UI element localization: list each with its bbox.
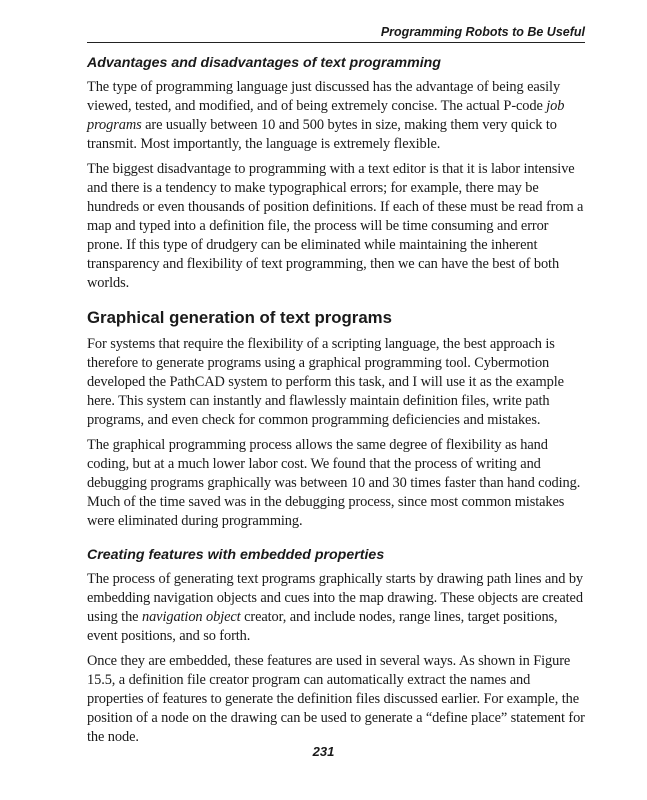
job-programs-term: job programs [87, 98, 565, 133]
advantages-paragraph-2: The biggest disadvantage to programming with a text editor is that it is labor intensive and there is a tendency to make typographical errors; for example, there may be hundreds or even thousands of position definitions. If each of these must be read from a map and typed into a definition file, the process will be time consuming and error prone. If this type of drudgery can be eliminated while maintaining the inherent transparency and flexibility of text programming, then we can have the best of both worlds. [87, 161, 584, 291]
advantages-paragraph-1 [87, 78, 585, 154]
features-paragraph-1-end: creator, and include nodes, range lines, target positions, event positions, and so forth. [87, 609, 558, 644]
features-paragraph-2: Once they are embedded, these features are used in several ways. As shown in Figure 15.5, a definition file creator program can automatically extract the names and properties of features to generate the definition files discussed earlier. For example, the position of a node on the drawing can be used to generate a “define place” statement for the node. [87, 653, 585, 745]
running-head: Programming Robots to Be Useful [87, 24, 585, 43]
page-content [87, 24, 585, 747]
graphical-paragraph-1: For systems that require the flexibility of a scripting language, the best approach is therefore to generate programs using a graphical programming tool. Cybermotion developed the PathCAD system to perform this task, and I will use it as the example here. This system can instantly and flawlessly maintain definition files, write path programs, and even check for common programming deficiencies and mistakes. [87, 336, 564, 428]
graphical-heading: Graphical generation of text programs [87, 308, 392, 327]
graphical-paragraph-2: The graphical programming process allows the same degree of flexibility as hand coding, but at a much lower labor cost. We found that the process of writing and debugging programs graphically was between 10 and 30 times faster than hand coding. Much of the time saved was in the debugging process, since most common mistakes were eliminated during programming. [87, 437, 581, 529]
page-number: 231 [312, 744, 335, 759]
advantages-paragraph-1-start: The type of programming language just discussed has the advantage of being easily viewed, tested, and modified, and of being extremely concise. The actual P-code [87, 79, 561, 114]
navigation-object-term: navigation object [141, 609, 241, 625]
advantages-heading: Advantages and disadvantages of text programming [87, 55, 441, 71]
features-paragraph-1-start: The process of generating text programs graphically starts by drawing path lines and by embedding navigation objects and cues into the map drawing. These objects are created using the [87, 571, 584, 625]
advantages-paragraph-1-end: are usually between 10 and 500 bytes in size, making them very quick to transmit. Most importantly, the language is extremely flexible. [87, 117, 557, 152]
features-paragraph-1 [87, 570, 585, 646]
features-heading: Creating features with embedded properties [87, 547, 385, 563]
